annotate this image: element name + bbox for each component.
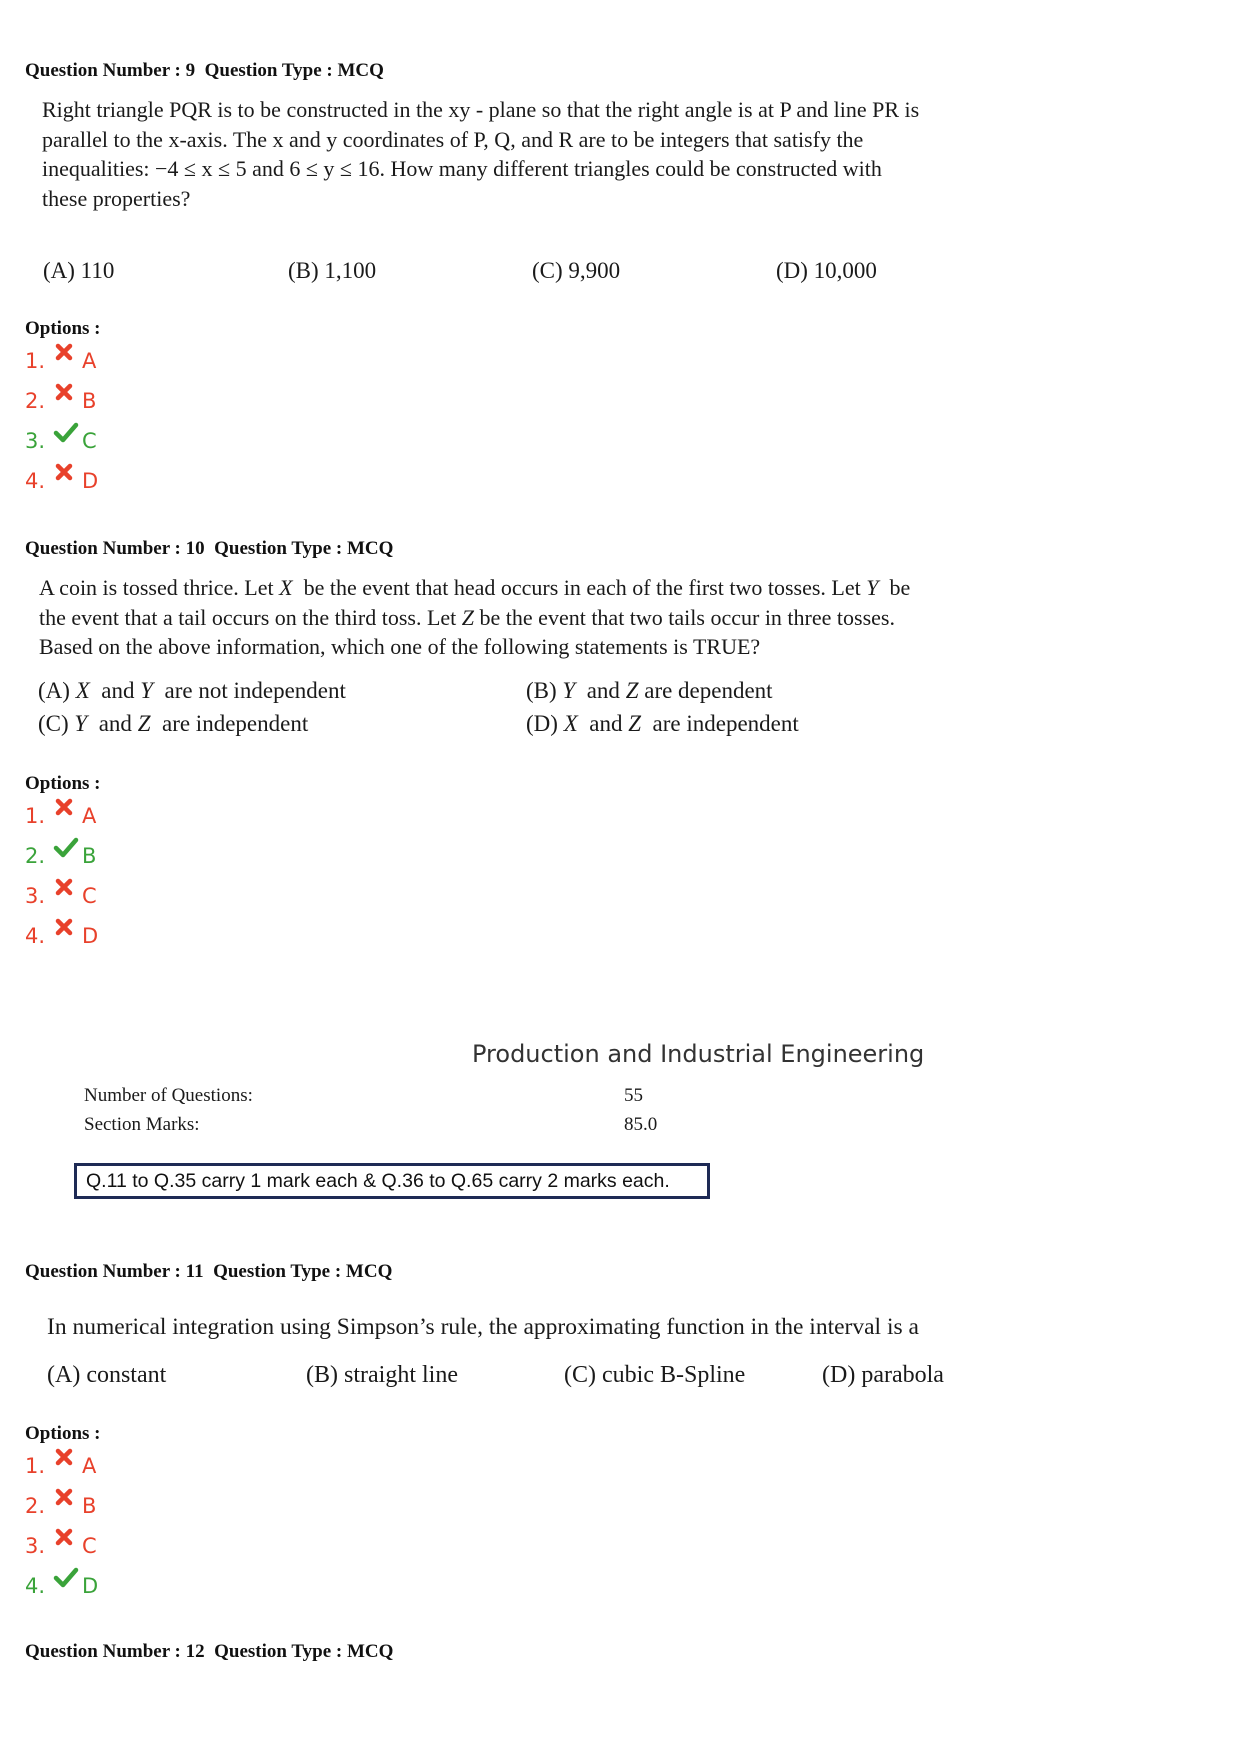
cross-icon [53, 381, 75, 403]
option-item [25, 347, 145, 377]
option-number: 3. [25, 1534, 46, 1558]
option-item [25, 882, 145, 912]
question-text-line: parallel to the x-axis. The x and y coordinates of P, Q, and R are to be integers that satisfy the [42, 126, 864, 152]
cross-icon [53, 876, 75, 898]
choice-d: (D) X and Z are independent [526, 711, 799, 736]
question-text-line: these properties? [42, 185, 191, 211]
question-11-text: In numerical integration using Simpson’s rule, the approximating function in the interval is a [47, 1314, 919, 1340]
option-item [25, 922, 145, 952]
option-number: 1. [25, 349, 46, 373]
question-text-line: Based on the above information, which one of the following statements is TRUE? [39, 634, 761, 659]
cross-icon [53, 916, 75, 938]
option-item [25, 427, 145, 457]
question-10-header: Question Number : 10 Question Type : MCQ [25, 538, 394, 559]
option-number: 2. [25, 389, 46, 413]
choice-b: (B) straight line [306, 1362, 458, 1388]
option-number: 1. [25, 804, 46, 828]
option-letter: A [82, 1454, 97, 1478]
cross-icon [53, 1486, 75, 1508]
option-letter: B [82, 389, 97, 413]
option-item [25, 802, 145, 832]
option-item [25, 387, 145, 417]
question-text-line: inequalities: −4 ≤ x ≤ 5 and 6 ≤ y ≤ 16. How many different triangles could be constructed with [42, 156, 882, 181]
question-10-text [39, 573, 910, 662]
option-item [25, 1532, 145, 1562]
question-9-text [42, 95, 919, 213]
cross-icon [53, 1526, 75, 1548]
option-letter: C [82, 1534, 97, 1558]
choice-c: (C) 9,900 [532, 258, 621, 283]
option-item [25, 1572, 145, 1602]
option-letter: A [82, 349, 97, 373]
choice-c: (C) cubic B-Spline [564, 1362, 746, 1388]
option-letter: A [82, 804, 97, 828]
option-number: 2. [25, 844, 46, 868]
choice-b: (B) 1,100 [288, 258, 377, 283]
section-title: Production and Industrial Engineering [472, 1040, 925, 1068]
check-icon [53, 836, 75, 858]
option-letter: C [82, 884, 97, 908]
option-number: 4. [25, 469, 46, 493]
cross-icon [53, 796, 75, 818]
option-letter: B [82, 844, 97, 868]
num-questions-label: Number of Questions: [84, 1085, 253, 1106]
section-marks-value: 85.0 [624, 1114, 658, 1135]
option-item [25, 1492, 145, 1522]
num-questions-value: 55 [624, 1085, 643, 1106]
options-label: Options : [25, 773, 101, 794]
choice-c: (C) Y and Z are independent [38, 711, 309, 736]
question-12-header: Question Number : 12 Question Type : MCQ [25, 1641, 394, 1662]
option-item [25, 467, 145, 497]
choice-a: (A) constant [47, 1362, 167, 1388]
option-letter: C [82, 429, 97, 453]
question-text-line: A coin is tossed thrice. Let X be the event that head occurs in each of the first two tosses. Let Y be [39, 575, 911, 600]
cross-icon [53, 341, 75, 363]
choice-a: (A) 110 [43, 258, 115, 283]
option-item [25, 1452, 145, 1482]
question-text-line: Right triangle PQR is to be constructed in the xy - plane so that the right angle is at P and line PR is [42, 97, 920, 122]
choice-a: (A) X and Y are not independent [38, 678, 346, 703]
option-number: 4. [25, 1574, 46, 1598]
cross-icon [53, 461, 75, 483]
option-number: 3. [25, 429, 46, 453]
option-letter: D [82, 469, 99, 493]
option-item [25, 842, 145, 872]
choice-d: (D) 10,000 [776, 258, 877, 283]
section-marks-label: Section Marks: [84, 1114, 200, 1135]
question-11-header: Question Number : 11 Question Type : MCQ [25, 1261, 393, 1282]
option-letter: B [82, 1494, 97, 1518]
option-letter: D [82, 1574, 99, 1598]
options-label: Options : [25, 318, 101, 339]
question-text-line: the event that a tail occurs on the third toss. Let Z be the event that two tails occur in three tosses. [39, 604, 895, 630]
option-number: 3. [25, 884, 46, 908]
choice-d: (D) parabola [822, 1362, 944, 1388]
options-label: Options : [25, 1423, 101, 1444]
cross-icon [53, 1446, 75, 1468]
option-number: 4. [25, 924, 46, 948]
choice-b: (B) Y and Z are dependent [526, 678, 773, 703]
option-letter: D [82, 924, 99, 948]
check-icon [53, 1566, 75, 1588]
option-number: 1. [25, 1454, 46, 1478]
marks-note-box: Q.11 to Q.35 carry 1 mark each & Q.36 to Q.65 carry 2 marks each. [74, 1163, 710, 1199]
option-number: 2. [25, 1494, 46, 1518]
check-icon [53, 421, 75, 443]
question-9-header: Question Number : 9 Question Type : MCQ [25, 60, 384, 81]
